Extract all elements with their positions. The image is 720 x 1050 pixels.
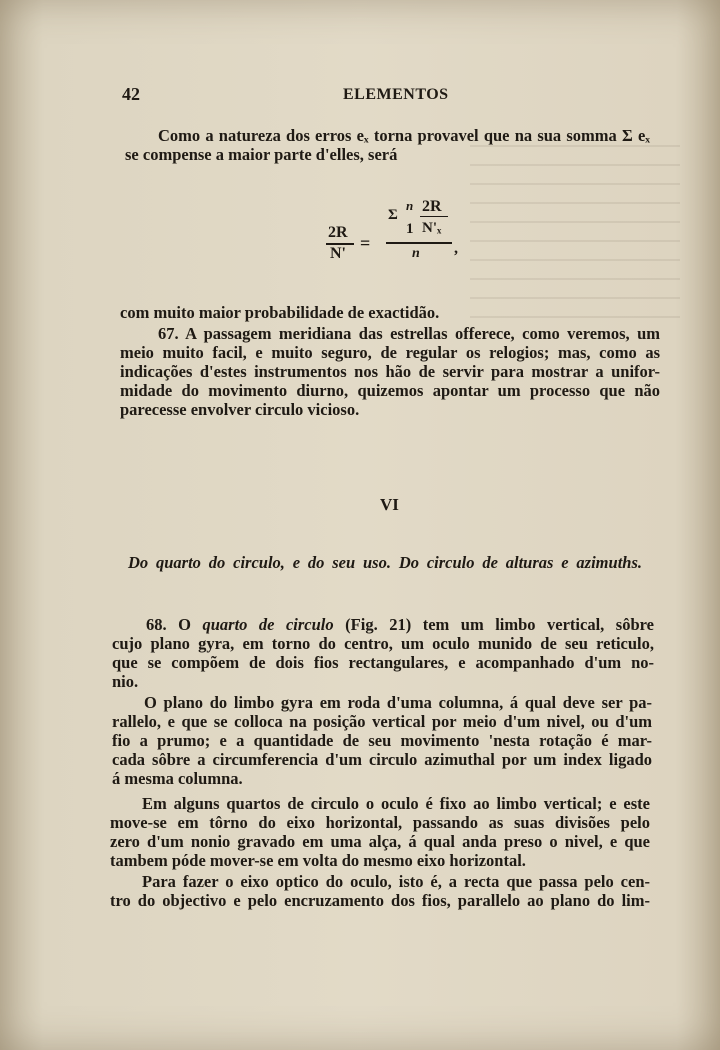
text-line: Como a natureza dos erros eₓ torna provavel que na sua somma Σ eₓ bbox=[158, 126, 650, 145]
fraction-bar bbox=[420, 216, 448, 217]
text-line: midade do movimento diurno, quizemos apontar um processo que não bbox=[120, 381, 660, 400]
formula bbox=[320, 196, 460, 266]
formula-sigma: Σ bbox=[388, 207, 398, 223]
formula-comma: , bbox=[454, 240, 458, 257]
text-line: rallelo, e que se colloca na posição vertical por meio d'um nivel, ou d'um bbox=[112, 712, 652, 731]
text-line: move-se em tôrno do eixo horizontal, passando as suas divisões pelo bbox=[110, 813, 650, 832]
text-run: 68. O bbox=[146, 615, 203, 634]
text-line: indicações d'estes instrumentos nos hão de servir para mostrar a unifor- bbox=[120, 362, 660, 381]
formula-inner-numerator: 2R bbox=[422, 198, 442, 215]
paragraph-68 bbox=[112, 615, 654, 691]
paragraph-intro-end bbox=[120, 303, 660, 322]
paragraph-intro bbox=[125, 126, 650, 164]
text-line: cada sôbre a circumferencia d'um circulo azimuthal por um index ligado bbox=[112, 750, 652, 769]
text-line: fio a prumo; e a quantidade de seu movimento 'nesta rotação é mar- bbox=[112, 731, 652, 750]
italic-term: quarto de circulo bbox=[202, 615, 334, 634]
text-line: que se compõem de dois fios rectangulares, e acompanhado d'um no- bbox=[112, 653, 654, 672]
text-line: 67. A passagem meridiana das estrellas offerece, como veremos, um bbox=[158, 324, 660, 343]
formula-equals: = bbox=[360, 233, 371, 253]
formula-rhs-denominator: n bbox=[412, 246, 420, 261]
text-line: tambem póde mover-se em volta do mesmo eixo horizontal. bbox=[110, 851, 526, 870]
paragraph-alguns bbox=[110, 794, 650, 870]
paragraph-67 bbox=[120, 324, 660, 419]
formula-lhs-numerator: 2R bbox=[328, 224, 348, 241]
text-line: parecesse envolver circulo vicioso. bbox=[120, 400, 360, 419]
text-line: se compense a maior parte d'elles, será bbox=[125, 145, 398, 164]
section-title: Do quarto do circulo, e do seu uso. Do circulo de alturas e azimuths. bbox=[128, 553, 642, 572]
text-line bbox=[112, 615, 654, 634]
text-line: cujo plano gyra, em torno do centro, um oculo munido de seu reticulo, bbox=[112, 634, 654, 653]
text-line: Em alguns quartos de circulo o oculo é fixo ao limbo vertical; e este bbox=[142, 794, 650, 813]
text-run: (Fig. 21) tem um limbo vertical, sôbre bbox=[333, 615, 654, 634]
section-number: VI bbox=[380, 495, 399, 514]
text-line: O plano do limbo gyra em roda d'uma columna, á qual deve ser pa- bbox=[144, 693, 652, 712]
text-line: meio muito facil, e muito seguro, de regular os relogios; mas, como as bbox=[120, 343, 660, 362]
text-line: tro do objectivo e pelo encruzamento dos fios, parallelo ao plano do lim- bbox=[110, 891, 650, 910]
paragraph-plano bbox=[112, 693, 652, 788]
show-through-texture bbox=[470, 145, 680, 325]
text-line: Para fazer o eixo optico do oculo, isto é, a recta que passa pelo cen- bbox=[142, 872, 650, 891]
formula-sum-lower: 1 bbox=[406, 221, 414, 237]
paragraph-fazer bbox=[110, 872, 650, 910]
text-line: com muito maior probabilidade de exactidão. bbox=[120, 303, 440, 322]
text-line: zero d'um nonio gravado em uma alça, á qual anda preso o nivel, e que bbox=[110, 832, 650, 851]
formula-lhs-denominator: N' bbox=[330, 245, 346, 262]
formula-sum-upper: n bbox=[406, 198, 414, 213]
page-number: 42 bbox=[122, 84, 140, 104]
page-header bbox=[0, 84, 720, 110]
text-line: á mesma columna. bbox=[112, 769, 243, 788]
running-head: ELEMENTOS bbox=[343, 86, 449, 103]
fraction-bar bbox=[386, 242, 452, 244]
text-line: nio. bbox=[112, 672, 139, 691]
formula-inner-denominator: N'ₓ bbox=[422, 220, 442, 236]
